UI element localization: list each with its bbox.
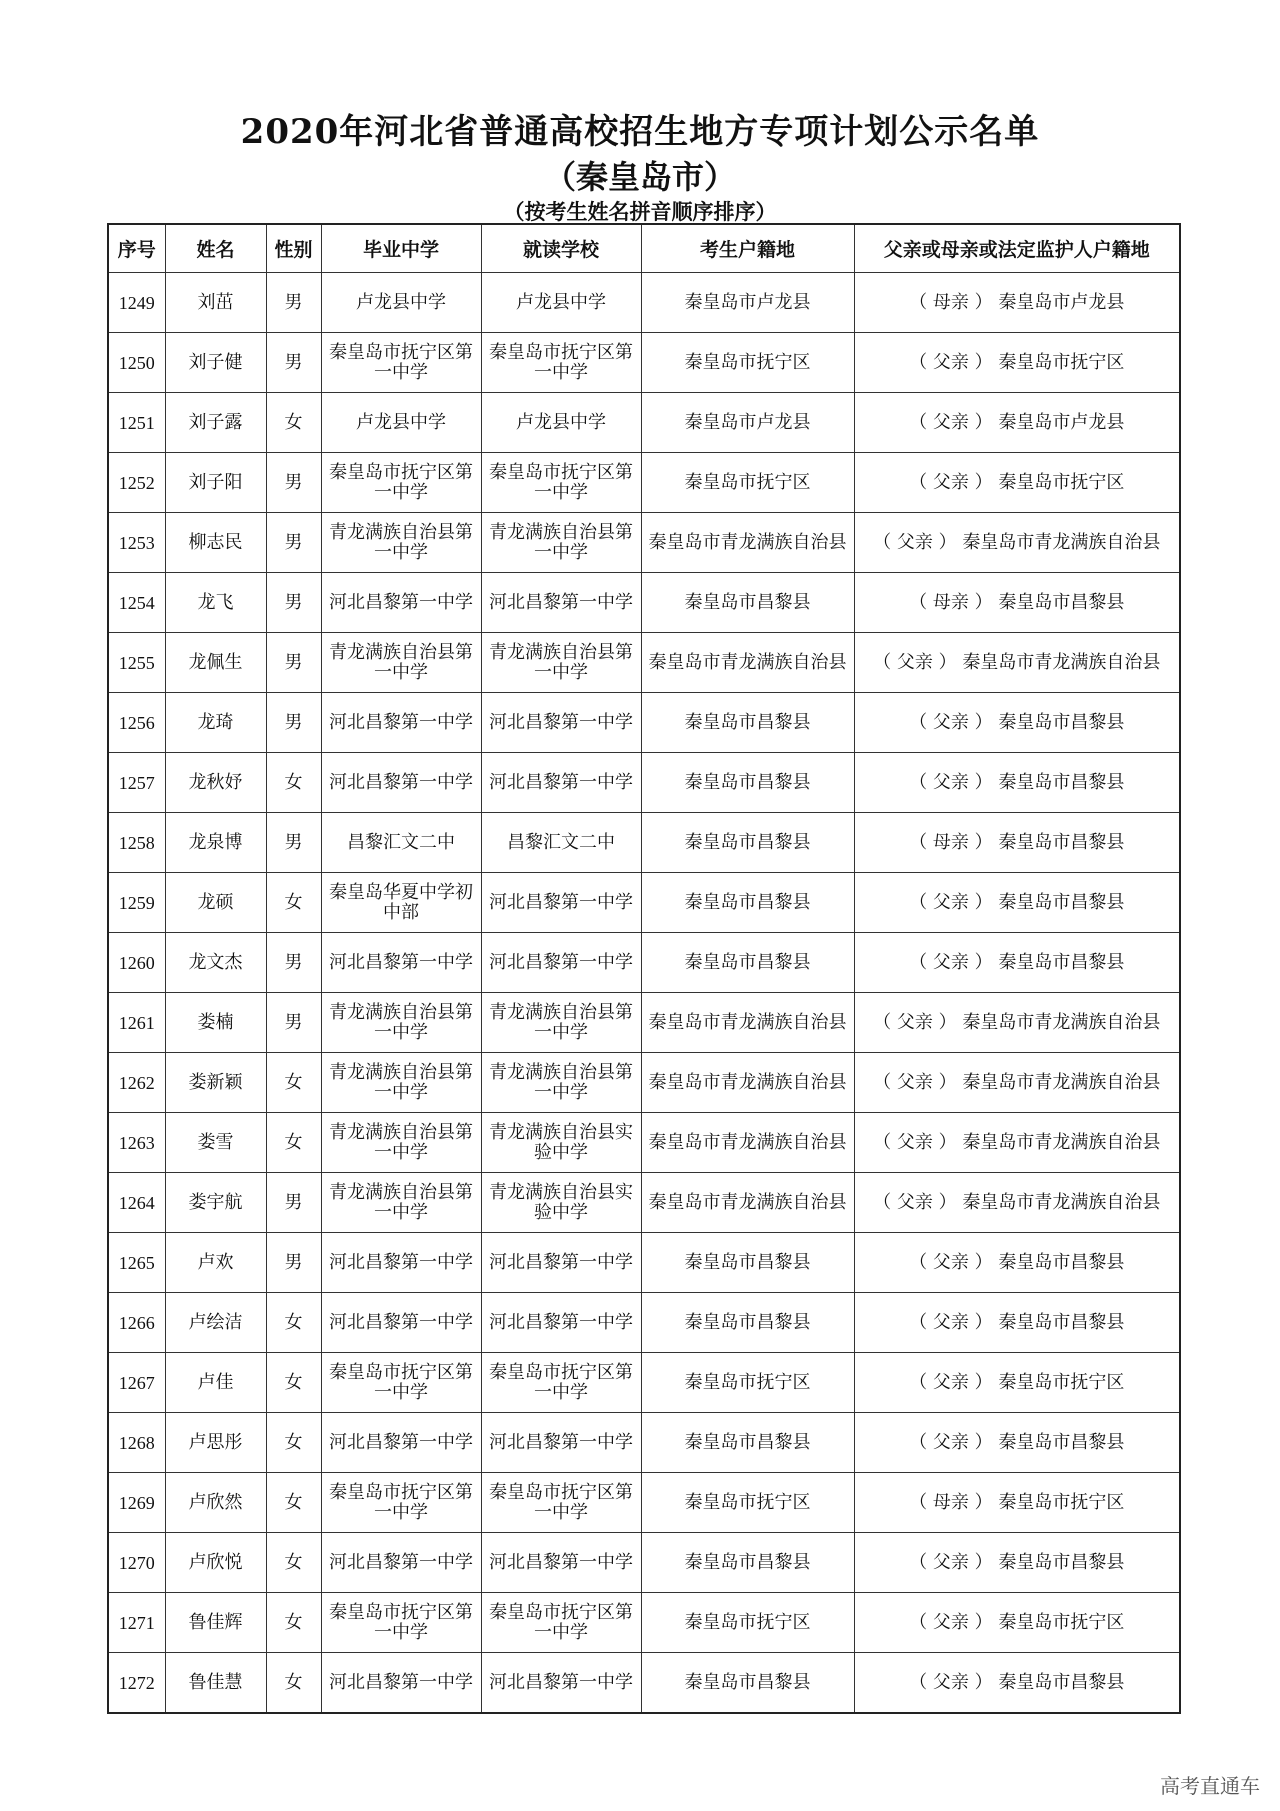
grad-school-cell: 秦皇岛市抚宁区第一中学 [321, 1593, 481, 1653]
gender-cell: 男 [266, 1173, 321, 1233]
gender-cell: 女 [266, 1653, 321, 1714]
guardian-household-cell: （ 母亲 ） 秦皇岛市卢龙县 [854, 273, 1180, 333]
gender-cell: 男 [266, 993, 321, 1053]
col-header-seq: 序号 [108, 224, 165, 273]
current-school-cell: 青龙满族自治县第一中学 [481, 1053, 641, 1113]
table-row [108, 1233, 1180, 1293]
grad-school-cell: 青龙满族自治县第一中学 [321, 1053, 481, 1113]
seq-cell: 1271 [108, 1593, 165, 1653]
current-school-cell: 卢龙县中学 [481, 273, 641, 333]
gender-cell: 女 [266, 1353, 321, 1413]
current-school-cell: 昌黎汇文二中 [481, 813, 641, 873]
current-school-cell: 卢龙县中学 [481, 393, 641, 453]
col-header-gender: 性别 [266, 224, 321, 273]
roster-table [107, 223, 1181, 1714]
gender-cell: 男 [266, 813, 321, 873]
current-school-cell: 秦皇岛市抚宁区第一中学 [481, 333, 641, 393]
guardian-household-cell: （ 父亲 ） 秦皇岛市青龙满族自治县 [854, 1053, 1180, 1113]
name-cell: 刘子阳 [165, 453, 266, 513]
col-header-household: 考生户籍地 [641, 224, 854, 273]
guardian-household-cell: （ 父亲 ） 秦皇岛市昌黎县 [854, 933, 1180, 993]
household-cell: 秦皇岛市抚宁区 [641, 453, 854, 513]
col-header-current-school: 就读学校 [481, 224, 641, 273]
household-cell: 秦皇岛市抚宁区 [641, 1593, 854, 1653]
grad-school-cell: 卢龙县中学 [321, 273, 481, 333]
grad-school-cell: 秦皇岛华夏中学初中部 [321, 873, 481, 933]
grad-school-cell: 河北昌黎第一中学 [321, 753, 481, 813]
grad-school-cell: 卢龙县中学 [321, 393, 481, 453]
page-subtitle: （秦皇岛市） [543, 158, 736, 196]
name-cell: 龙泉博 [165, 813, 266, 873]
grad-school-cell: 青龙满族自治县第一中学 [321, 633, 481, 693]
gender-cell: 女 [266, 1293, 321, 1353]
guardian-household-cell: （ 父亲 ） 秦皇岛市昌黎县 [854, 753, 1180, 813]
name-cell: 鲁佳慧 [165, 1653, 266, 1714]
name-cell: 龙飞 [165, 573, 266, 633]
household-cell: 秦皇岛市昌黎县 [641, 873, 854, 933]
table-row [108, 1113, 1180, 1173]
guardian-household-cell: （ 父亲 ） 秦皇岛市昌黎县 [854, 1293, 1180, 1353]
current-school-cell: 秦皇岛市抚宁区第一中学 [481, 1473, 641, 1533]
guardian-household-cell: （ 父亲 ） 秦皇岛市昌黎县 [854, 693, 1180, 753]
name-cell: 卢佳 [165, 1353, 266, 1413]
household-cell: 秦皇岛市青龙满族自治县 [641, 1113, 854, 1173]
sort-note: （按考生姓名拼音顺序排序） [503, 199, 777, 224]
grad-school-cell: 秦皇岛市抚宁区第一中学 [321, 1473, 481, 1533]
name-cell: 卢思彤 [165, 1413, 266, 1473]
table-row [108, 513, 1180, 573]
gender-cell: 男 [266, 513, 321, 573]
table-row [108, 1173, 1180, 1233]
name-cell: 柳志民 [165, 513, 266, 573]
household-cell: 秦皇岛市昌黎县 [641, 753, 854, 813]
grad-school-cell: 秦皇岛市抚宁区第一中学 [321, 333, 481, 393]
current-school-cell: 河北昌黎第一中学 [481, 693, 641, 753]
guardian-household-cell: （ 父亲 ） 秦皇岛市昌黎县 [854, 1233, 1180, 1293]
guardian-household-cell: （ 父亲 ） 秦皇岛市青龙满族自治县 [854, 993, 1180, 1053]
gender-cell: 女 [266, 753, 321, 813]
watermark: 高考直通车 [1160, 1774, 1260, 1798]
household-cell: 秦皇岛市抚宁区 [641, 333, 854, 393]
table-row [108, 1353, 1180, 1413]
gender-cell: 男 [266, 1233, 321, 1293]
seq-cell: 1252 [108, 453, 165, 513]
name-cell: 娄楠 [165, 993, 266, 1053]
guardian-household-cell: （ 父亲 ） 秦皇岛市抚宁区 [854, 1353, 1180, 1413]
gender-cell: 男 [266, 933, 321, 993]
current-school-cell: 青龙满族自治县第一中学 [481, 513, 641, 573]
seq-cell: 1272 [108, 1653, 165, 1714]
household-cell: 秦皇岛市昌黎县 [641, 1413, 854, 1473]
name-cell: 龙佩生 [165, 633, 266, 693]
guardian-household-cell: （ 父亲 ） 秦皇岛市青龙满族自治县 [854, 513, 1180, 573]
col-header-guardian-household: 父亲或母亲或法定监护人户籍地 [854, 224, 1180, 273]
grad-school-cell: 青龙满族自治县第一中学 [321, 993, 481, 1053]
current-school-cell: 河北昌黎第一中学 [481, 933, 641, 993]
seq-cell: 1256 [108, 693, 165, 753]
name-cell: 卢绘洁 [165, 1293, 266, 1353]
grad-school-cell: 河北昌黎第一中学 [321, 1293, 481, 1353]
guardian-household-cell: （ 母亲 ） 秦皇岛市昌黎县 [854, 573, 1180, 633]
household-cell: 秦皇岛市昌黎县 [641, 1533, 854, 1593]
gender-cell: 男 [266, 693, 321, 753]
gender-cell: 男 [266, 273, 321, 333]
guardian-household-cell: （ 父亲 ） 秦皇岛市抚宁区 [854, 333, 1180, 393]
gender-cell: 女 [266, 1113, 321, 1173]
table-row [108, 393, 1180, 453]
name-cell: 刘茁 [165, 273, 266, 333]
col-header-name: 姓名 [165, 224, 266, 273]
seq-cell: 1262 [108, 1053, 165, 1113]
table-row [108, 333, 1180, 393]
table-row [108, 1413, 1180, 1473]
current-school-cell: 秦皇岛市抚宁区第一中学 [481, 1353, 641, 1413]
current-school-cell: 河北昌黎第一中学 [481, 1533, 641, 1593]
table-row [108, 1533, 1180, 1593]
gender-cell: 女 [266, 1533, 321, 1593]
seq-cell: 1249 [108, 273, 165, 333]
table-row [108, 453, 1180, 513]
household-cell: 秦皇岛市抚宁区 [641, 1353, 854, 1413]
seq-cell: 1251 [108, 393, 165, 453]
table-row [108, 693, 1180, 753]
household-cell: 秦皇岛市青龙满族自治县 [641, 1053, 854, 1113]
gender-cell: 女 [266, 1053, 321, 1113]
household-cell: 秦皇岛市昌黎县 [641, 1653, 854, 1714]
household-cell: 秦皇岛市青龙满族自治县 [641, 633, 854, 693]
current-school-cell: 河北昌黎第一中学 [481, 1653, 641, 1714]
guardian-household-cell: （ 父亲 ） 秦皇岛市青龙满族自治县 [854, 633, 1180, 693]
current-school-cell: 河北昌黎第一中学 [481, 753, 641, 813]
seq-cell: 1255 [108, 633, 165, 693]
household-cell: 秦皇岛市青龙满族自治县 [641, 993, 854, 1053]
grad-school-cell: 秦皇岛市抚宁区第一中学 [321, 453, 481, 513]
seq-cell: 1261 [108, 993, 165, 1053]
gender-cell: 女 [266, 1413, 321, 1473]
gender-cell: 女 [266, 1473, 321, 1533]
table-row [108, 1473, 1180, 1533]
household-cell: 秦皇岛市卢龙县 [641, 273, 854, 333]
guardian-household-cell: （ 父亲 ） 秦皇岛市昌黎县 [854, 873, 1180, 933]
household-cell: 秦皇岛市昌黎县 [641, 933, 854, 993]
guardian-household-cell: （ 父亲 ） 秦皇岛市青龙满族自治县 [854, 1173, 1180, 1233]
household-cell: 秦皇岛市卢龙县 [641, 393, 854, 453]
guardian-household-cell: （ 父亲 ） 秦皇岛市昌黎县 [854, 1413, 1180, 1473]
household-cell: 秦皇岛市昌黎县 [641, 1293, 854, 1353]
current-school-cell: 青龙满族自治县实验中学 [481, 1173, 641, 1233]
guardian-household-cell: （ 父亲 ） 秦皇岛市昌黎县 [854, 1653, 1180, 1714]
current-school-cell: 河北昌黎第一中学 [481, 573, 641, 633]
grad-school-cell: 河北昌黎第一中学 [321, 1653, 481, 1714]
current-school-cell: 河北昌黎第一中学 [481, 873, 641, 933]
household-cell: 秦皇岛市昌黎县 [641, 693, 854, 753]
table-row [108, 273, 1180, 333]
seq-cell: 1254 [108, 573, 165, 633]
name-cell: 龙硕 [165, 873, 266, 933]
table-row [108, 1593, 1180, 1653]
grad-school-cell: 河北昌黎第一中学 [321, 1533, 481, 1593]
current-school-cell: 秦皇岛市抚宁区第一中学 [481, 1593, 641, 1653]
table-row [108, 573, 1180, 633]
gender-cell: 女 [266, 393, 321, 453]
table-row [108, 633, 1180, 693]
current-school-cell: 青龙满族自治县第一中学 [481, 993, 641, 1053]
gender-cell: 男 [266, 453, 321, 513]
current-school-cell: 河北昌黎第一中学 [481, 1293, 641, 1353]
grad-school-cell: 秦皇岛市抚宁区第一中学 [321, 1353, 481, 1413]
guardian-household-cell: （ 父亲 ） 秦皇岛市昌黎县 [854, 1533, 1180, 1593]
table-row [108, 933, 1180, 993]
grad-school-cell: 青龙满族自治县第一中学 [321, 1173, 481, 1233]
grad-school-cell: 河北昌黎第一中学 [321, 573, 481, 633]
household-cell: 秦皇岛市昌黎县 [641, 1233, 854, 1293]
seq-cell: 1264 [108, 1173, 165, 1233]
seq-cell: 1258 [108, 813, 165, 873]
grad-school-cell: 河北昌黎第一中学 [321, 1233, 481, 1293]
table-header-row [108, 224, 1180, 273]
name-cell: 娄雪 [165, 1113, 266, 1173]
grad-school-cell: 河北昌黎第一中学 [321, 693, 481, 753]
name-cell: 鲁佳辉 [165, 1593, 266, 1653]
seq-cell: 1259 [108, 873, 165, 933]
guardian-household-cell: （ 父亲 ） 秦皇岛市青龙满族自治县 [854, 1113, 1180, 1173]
name-cell: 卢欢 [165, 1233, 266, 1293]
table-row [108, 993, 1180, 1053]
grad-school-cell: 青龙满族自治县第一中学 [321, 1113, 481, 1173]
name-cell: 龙文杰 [165, 933, 266, 993]
seq-cell: 1250 [108, 333, 165, 393]
guardian-household-cell: （ 父亲 ） 秦皇岛市抚宁区 [854, 453, 1180, 513]
name-cell: 娄新颖 [165, 1053, 266, 1113]
table-row [108, 873, 1180, 933]
household-cell: 秦皇岛市青龙满族自治县 [641, 1173, 854, 1233]
table-row [108, 1293, 1180, 1353]
name-cell: 刘子露 [165, 393, 266, 453]
col-header-grad-school: 毕业中学 [321, 224, 481, 273]
gender-cell: 女 [266, 873, 321, 933]
table-row [108, 753, 1180, 813]
seq-cell: 1265 [108, 1233, 165, 1293]
seq-cell: 1253 [108, 513, 165, 573]
name-cell: 卢欣悦 [165, 1533, 266, 1593]
grad-school-cell: 河北昌黎第一中学 [321, 933, 481, 993]
grad-school-cell: 青龙满族自治县第一中学 [321, 513, 481, 573]
gender-cell: 男 [266, 573, 321, 633]
current-school-cell: 河北昌黎第一中学 [481, 1233, 641, 1293]
seq-cell: 1268 [108, 1413, 165, 1473]
seq-cell: 1269 [108, 1473, 165, 1533]
name-cell: 卢欣然 [165, 1473, 266, 1533]
household-cell: 秦皇岛市抚宁区 [641, 1473, 854, 1533]
current-school-cell: 青龙满族自治县实验中学 [481, 1113, 641, 1173]
page-title: 2020年河北省普通高校招生地方专项计划公示名单 [240, 112, 1040, 152]
household-cell: 秦皇岛市昌黎县 [641, 573, 854, 633]
seq-cell: 1257 [108, 753, 165, 813]
household-cell: 秦皇岛市青龙满族自治县 [641, 513, 854, 573]
name-cell: 龙琦 [165, 693, 266, 753]
seq-cell: 1260 [108, 933, 165, 993]
gender-cell: 男 [266, 633, 321, 693]
grad-school-cell: 昌黎汇文二中 [321, 813, 481, 873]
guardian-household-cell: （ 父亲 ） 秦皇岛市抚宁区 [854, 1593, 1180, 1653]
seq-cell: 1267 [108, 1353, 165, 1413]
household-cell: 秦皇岛市昌黎县 [641, 813, 854, 873]
guardian-household-cell: （ 母亲 ） 秦皇岛市抚宁区 [854, 1473, 1180, 1533]
current-school-cell: 秦皇岛市抚宁区第一中学 [481, 453, 641, 513]
table-row [108, 813, 1180, 873]
current-school-cell: 河北昌黎第一中学 [481, 1413, 641, 1473]
grad-school-cell: 河北昌黎第一中学 [321, 1413, 481, 1473]
name-cell: 娄宇航 [165, 1173, 266, 1233]
name-cell: 龙秋妤 [165, 753, 266, 813]
table-row [108, 1653, 1180, 1714]
seq-cell: 1266 [108, 1293, 165, 1353]
table-row [108, 1053, 1180, 1113]
current-school-cell: 青龙满族自治县第一中学 [481, 633, 641, 693]
seq-cell: 1263 [108, 1113, 165, 1173]
seq-cell: 1270 [108, 1533, 165, 1593]
name-cell: 刘子健 [165, 333, 266, 393]
guardian-household-cell: （ 父亲 ） 秦皇岛市卢龙县 [854, 393, 1180, 453]
gender-cell: 女 [266, 1593, 321, 1653]
guardian-household-cell: （ 母亲 ） 秦皇岛市昌黎县 [854, 813, 1180, 873]
gender-cell: 男 [266, 333, 321, 393]
